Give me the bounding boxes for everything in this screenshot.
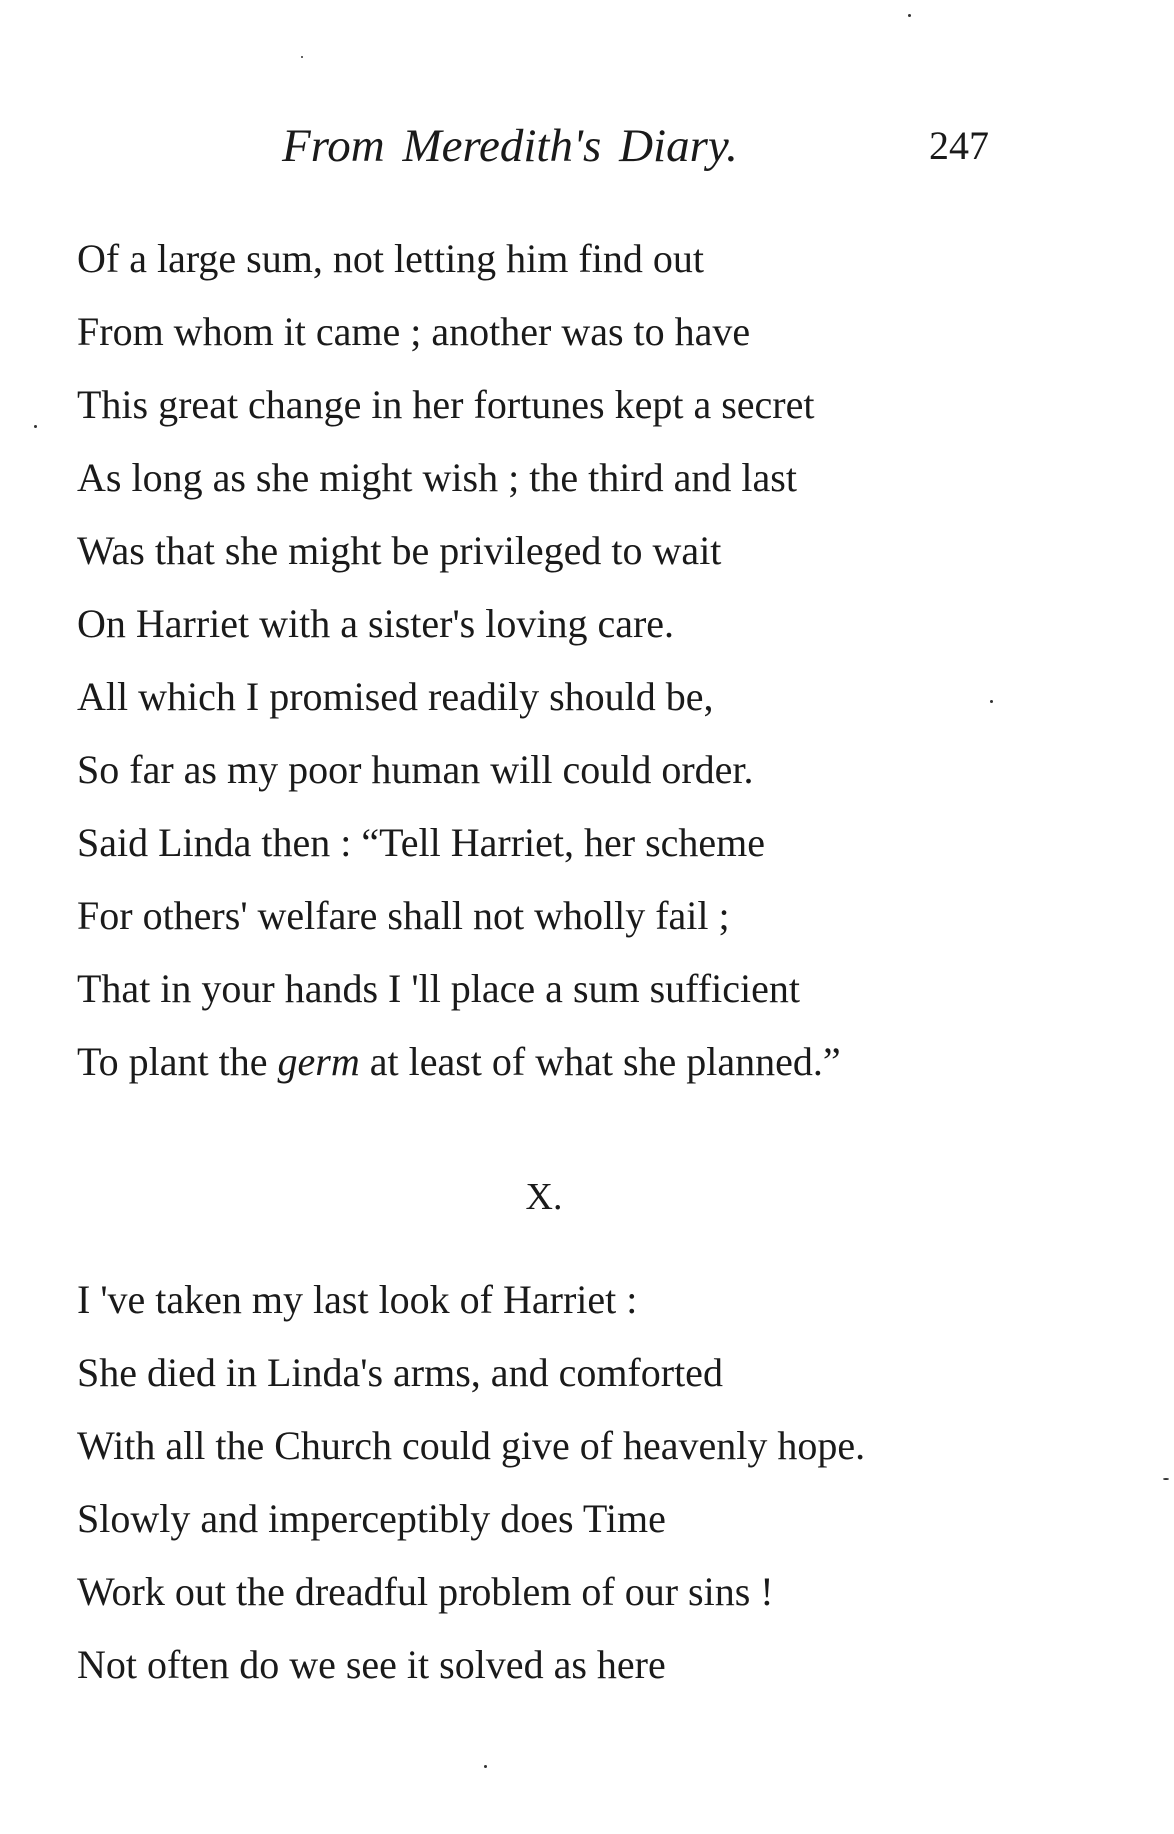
running-title: From Meredith's Diary. <box>282 120 738 172</box>
emphasized-word: germ <box>277 1039 360 1084</box>
verse-text: at least of what she planned.” <box>359 1039 841 1084</box>
verse-line: Was that she might be privileged to wait <box>77 528 722 573</box>
verse-line: Said Linda then : “Tell Harriet, her scheme <box>77 820 766 865</box>
verse-line: This great change in her fortunes kept a secret <box>77 382 815 427</box>
print-speck <box>990 700 993 703</box>
verse-line: She died in Linda's arms, and comforted <box>77 1350 723 1395</box>
verse-line: With all the Church could give of heavenly hope. <box>77 1423 866 1468</box>
running-head <box>0 118 1174 178</box>
section-number: X. <box>525 1176 563 1218</box>
verse-line: So far as my poor human will could order. <box>77 747 754 792</box>
verse-line-last <box>77 1025 1077 1098</box>
print-speck <box>301 56 303 58</box>
verse-line: That in your hands I 'll place a sum sufficient <box>77 966 800 1011</box>
print-speck <box>484 1765 487 1768</box>
verse-line: Not often do we see it solved as here <box>77 1642 666 1687</box>
verse-text: To plant the <box>77 1039 278 1084</box>
page-number: 247 <box>929 123 989 168</box>
print-speck <box>1163 1478 1169 1480</box>
verse-line: Work out the dreadful problem of our sins ! <box>77 1569 774 1614</box>
verse-line: I 've taken my last look of Harriet : <box>77 1277 638 1322</box>
verse-line: As long as she might wish ; the third and last <box>77 455 797 500</box>
verse-line: Slowly and imperceptibly does Time <box>77 1496 666 1541</box>
stanza-1 <box>77 222 1077 1098</box>
print-speck <box>34 425 37 428</box>
verse-line: All which I promised readily should be, <box>77 674 714 719</box>
print-speck <box>908 14 911 17</box>
verse-line: On Harriet with a sister's loving care. <box>77 601 675 646</box>
stanza-2 <box>77 1263 1077 1701</box>
verse-line: From whom it came ; another was to have <box>77 309 751 354</box>
verse-line: For others' welfare shall not wholly fail ; <box>77 893 730 938</box>
verse-line: Of a large sum, not letting him find out <box>77 236 704 281</box>
